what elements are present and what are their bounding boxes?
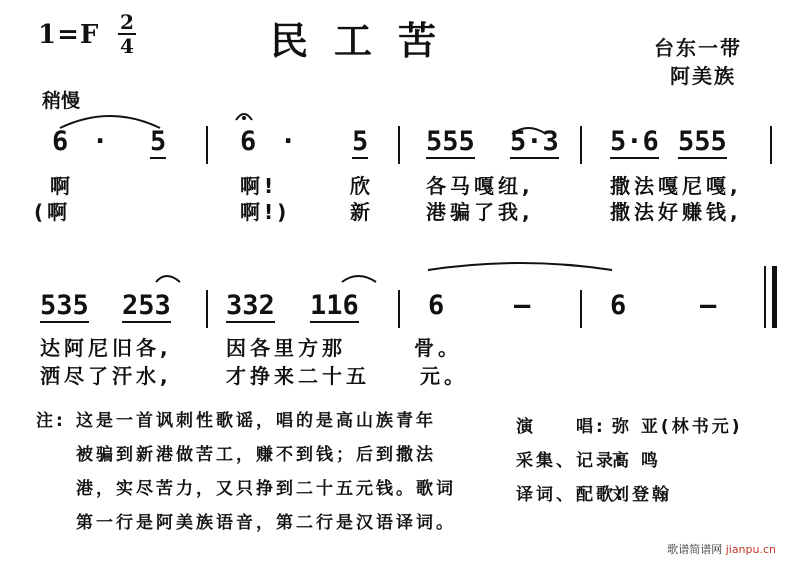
final-barline-thin — [764, 266, 766, 328]
note: 6 — [52, 126, 69, 157]
time-signature — [116, 12, 138, 56]
origin-ethnicity: 阿美族 — [670, 64, 736, 88]
barline — [206, 290, 208, 328]
system1-lyric-line2 — [0, 196, 804, 222]
key-signature: 1=F — [38, 20, 100, 50]
note-group: 253 — [122, 290, 171, 321]
singer-name: 弥 亚(林书元) — [612, 417, 743, 437]
dash: – — [700, 290, 717, 321]
translator-label: 译词、配歌: — [516, 485, 626, 505]
barline — [206, 126, 208, 164]
note-group: 535 — [40, 290, 89, 321]
lyric: 撒法嘎尼嘎, — [610, 174, 742, 198]
barline — [398, 290, 400, 328]
note: 5 — [150, 126, 167, 157]
song-title: 民工苦 — [270, 18, 463, 63]
note-group: 5·3 — [510, 126, 559, 157]
notes-line: 被骗到新港做苦工，赚不到钱；后到撒法 — [76, 445, 436, 465]
note-group: 332 — [226, 290, 275, 321]
system2-lyric-line2 — [0, 360, 804, 386]
final-barline-thick — [772, 266, 777, 328]
system1-notes — [0, 126, 804, 166]
slur-m2 — [342, 276, 376, 282]
slur-m1 — [156, 276, 180, 282]
notes-label: 注: — [36, 411, 66, 431]
lyric: 新 — [350, 200, 374, 224]
lyric: 因各里方那 — [226, 336, 346, 360]
watermark-site: 歌谱简谱网 — [667, 543, 723, 556]
fermata-icon — [234, 108, 254, 122]
lyric: 达阿尼旧各, — [40, 336, 172, 360]
barline — [770, 126, 772, 164]
dash: – — [514, 290, 531, 321]
note-group: 555 — [678, 126, 727, 157]
lyric: 啊! — [240, 174, 278, 198]
collector-name: 高 鸣 — [612, 451, 661, 471]
note: 6 — [610, 290, 627, 321]
note: 6 — [240, 126, 257, 157]
lyric: 元。 — [420, 364, 468, 388]
system2-notes — [0, 290, 804, 330]
dot: · — [280, 126, 297, 157]
note-group: 116 — [310, 290, 359, 321]
watermark-url: jianpu.cn — [725, 543, 776, 556]
origin-region: 台东一带 — [654, 36, 742, 60]
meter-top: 2 — [120, 10, 134, 34]
tempo-marking: 稍慢 — [42, 90, 81, 112]
lyric: 撒法好赚钱, — [610, 200, 742, 224]
collector-label: 采集、记录: — [516, 451, 626, 471]
barline — [398, 126, 400, 164]
lyric: 啊!) — [240, 200, 291, 224]
lyric: 各马嘎纽, — [426, 174, 534, 198]
notes-line: 港，实尽苦力，又只挣到二十五元钱。歌词 — [76, 479, 456, 499]
dot: · — [92, 126, 109, 157]
note-group: 5·6 — [610, 126, 659, 157]
barline — [580, 126, 582, 164]
singer-label: 演 唱: — [516, 417, 606, 437]
lyric: 骨。 — [414, 336, 462, 360]
lyric: 港骗了我, — [426, 200, 534, 224]
watermark — [667, 541, 776, 557]
notes-line: 这是一首讽刺性歌谣，唱的是高山族青年 — [76, 411, 436, 431]
meter-bottom: 4 — [120, 34, 134, 58]
tie-m3-m4 — [428, 263, 612, 270]
system2-lyric-line1 — [0, 332, 804, 358]
translator-name: 刘登翰 — [612, 485, 672, 505]
note: 5 — [352, 126, 369, 157]
system1-lyric-line1 — [0, 170, 804, 196]
note: 6 — [428, 290, 445, 321]
notes-line: 第一行是阿美族语音，第二行是汉语译词。 — [76, 513, 456, 533]
lyric: (啊 — [34, 200, 72, 224]
lyric: 才挣来二十五 — [226, 364, 370, 388]
lyric: 欣 — [350, 174, 374, 198]
notes-body — [76, 404, 496, 540]
lyric: 洒尽了汗水, — [40, 364, 172, 388]
note-group: 555 — [426, 126, 475, 157]
lyric: 啊 — [50, 174, 74, 198]
barline — [580, 290, 582, 328]
